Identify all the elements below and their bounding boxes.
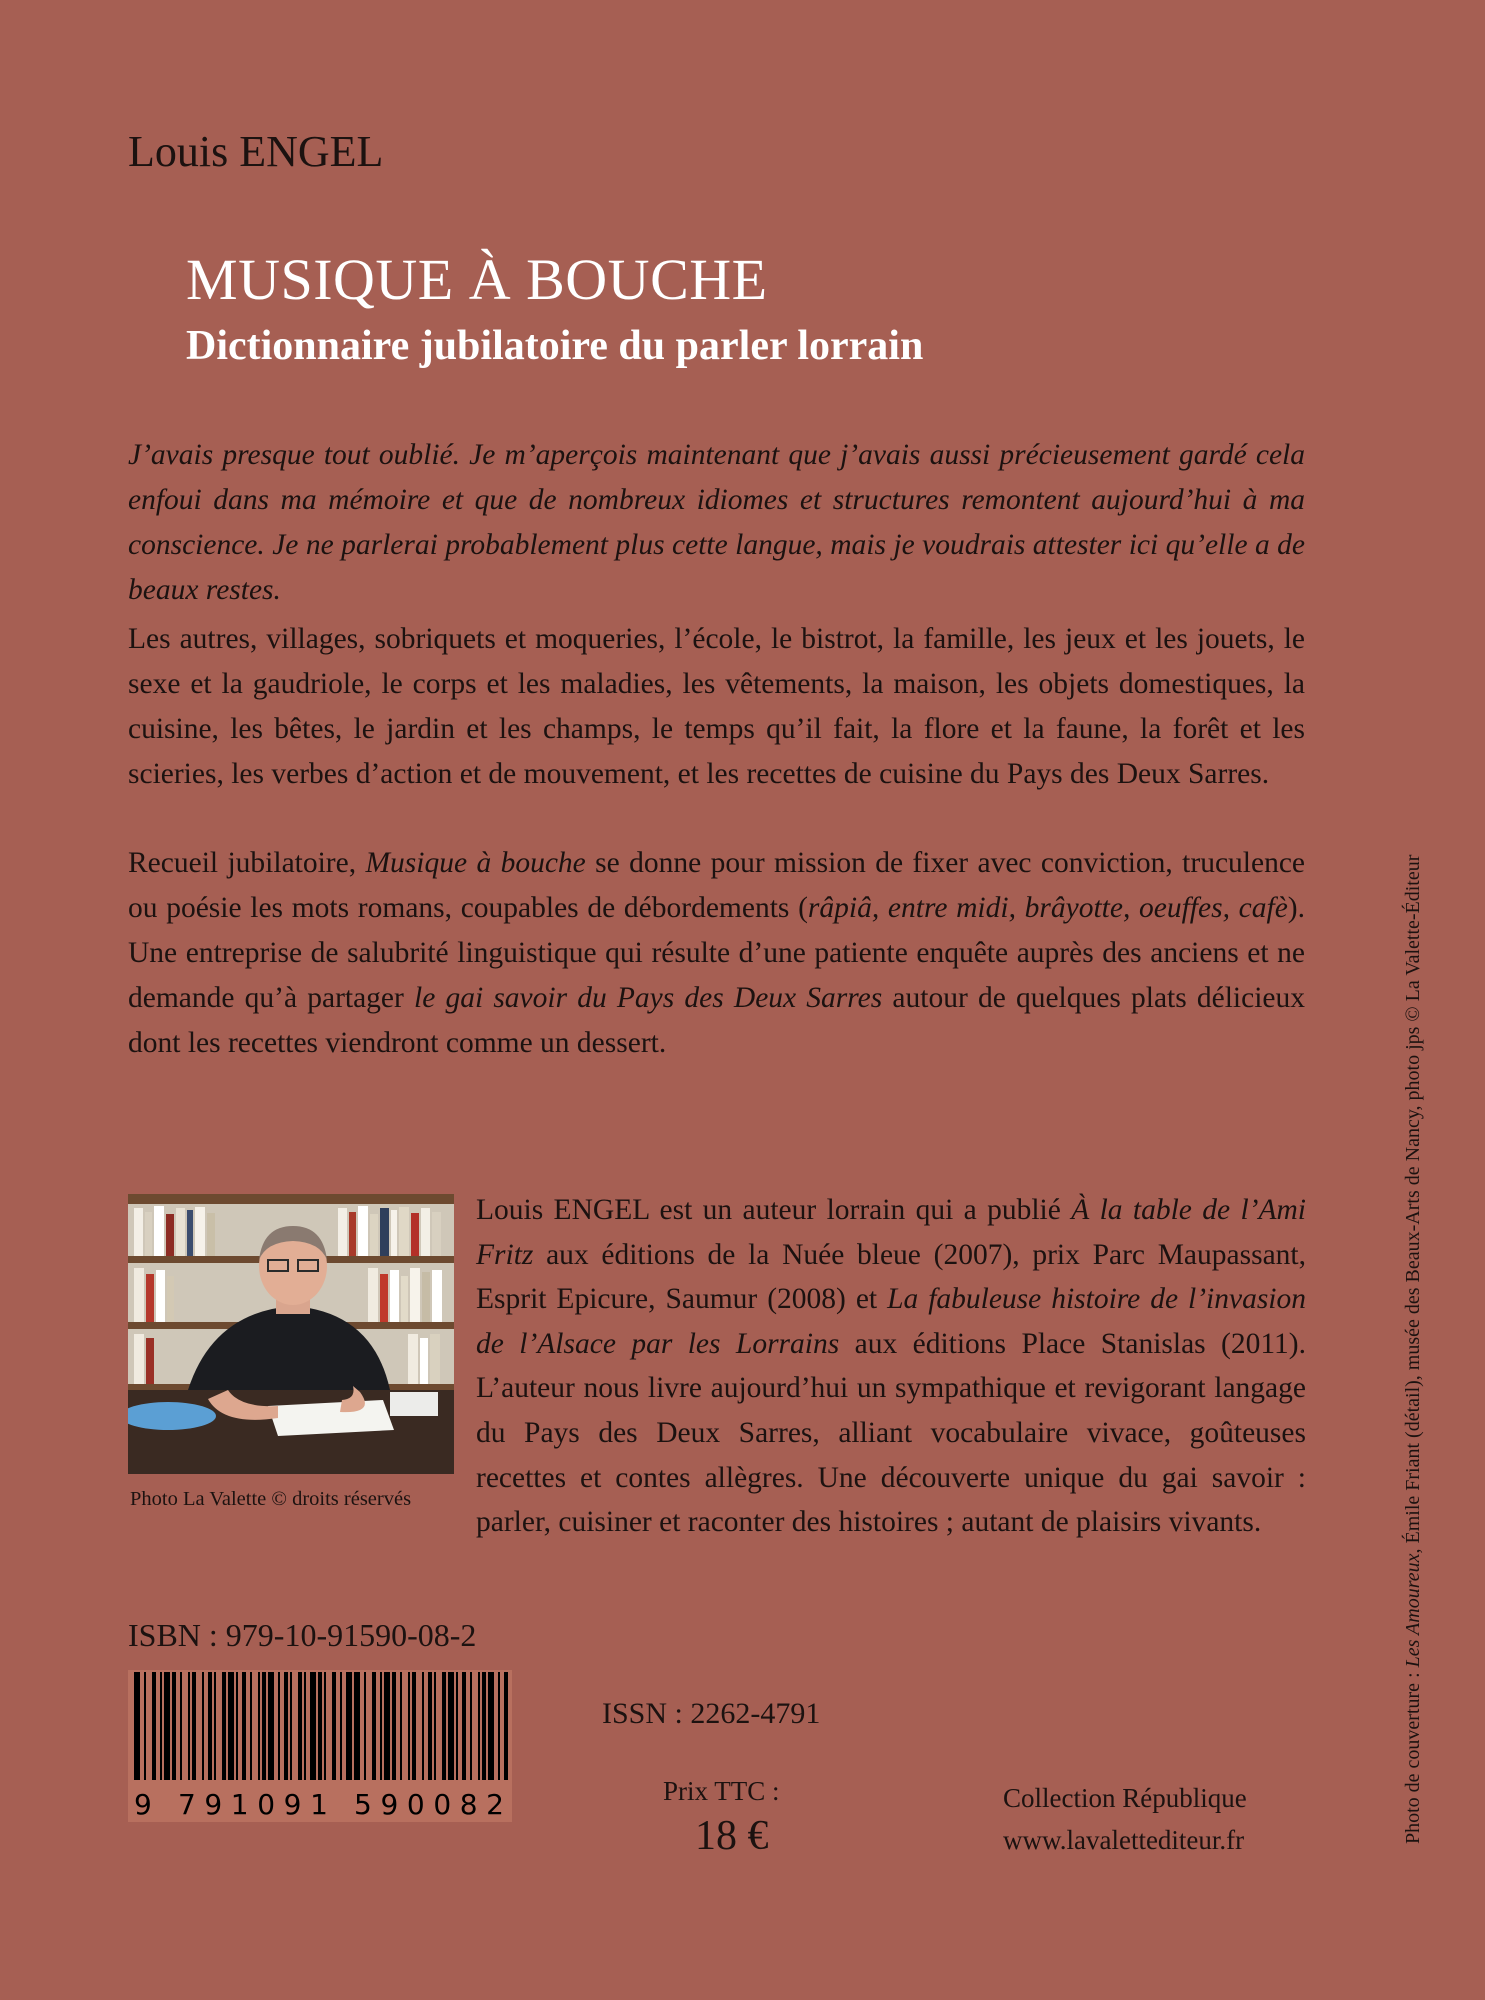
barcode-icon (128, 1670, 512, 1822)
barcode-bar (172, 1672, 176, 1780)
barcode-bar (412, 1672, 416, 1780)
text-run: ). Une entreprise de salubrité linguistique qui résulte d’une patiente enquête auprès des anciens et ne demande qu’à partager (128, 892, 1305, 1014)
gai-savoir-italic: le gai savoir du Pays des Deux Sarres (414, 982, 883, 1014)
isbn: ISBN : 979-10-91590-08-2 (128, 1617, 477, 1653)
text-run: aux éditions de la Nuée bleue (2007), prix Parc Maupassant, Esprit Epicure, Saumur (2008) et (476, 1238, 1306, 1316)
author-photo-icon (128, 1194, 454, 1474)
barcode-bar (324, 1672, 326, 1780)
barcode-bar (498, 1672, 500, 1780)
barcode-bar (408, 1672, 410, 1780)
book-subtitle: Dictionnaire jubilatoire du parler lorrain (186, 323, 924, 369)
barcode-bar (310, 1672, 316, 1780)
painting-title-italic: Les Amoureux (1402, 1553, 1424, 1668)
barcode-bar (364, 1672, 366, 1780)
barcode-bar (236, 1672, 238, 1780)
author-name: Louis ENGEL (128, 127, 384, 176)
collection-name: Collection République (1003, 1783, 1247, 1813)
barcode-bar (164, 1672, 170, 1780)
barcode-bar (428, 1672, 432, 1780)
barcode-bar (144, 1672, 146, 1780)
book-title-italic: Musique à bouche (365, 847, 586, 879)
barcode-bar (384, 1672, 390, 1780)
barcode-bar (202, 1672, 204, 1780)
text-run: autour de quelques plats délicieux dont les recettes viendront comme un dessert. (128, 982, 1305, 1059)
barcode-bar (152, 1672, 156, 1780)
text-run: Photo de couverture : (1402, 1667, 1424, 1844)
barcode-bar (222, 1672, 226, 1780)
barcode-bar (298, 1672, 302, 1780)
barcode-bar (318, 1672, 322, 1780)
barcode-bar (290, 1672, 292, 1780)
barcode-bar (346, 1672, 352, 1780)
barcode-bar (434, 1672, 436, 1780)
barcode-bar (242, 1672, 246, 1780)
description-paragraph (128, 841, 1305, 1066)
barcode-bar (268, 1672, 274, 1780)
text-run: , Émile Friant (détail), musée des Beaux-Arts de Nancy, photo jps © La Valette-Éditeur (1402, 854, 1424, 1554)
price: 18 € (695, 1813, 769, 1859)
text-run: aux éditions Place Stanislas (2011). L’auteur nous livre aujourd’hui un sympathique et revigorant langage du Pays des Deux Sarres, alliant vocabulaire vivace, goûteuses recettes et contes allègres. Une découverte unique du gai savoir : parler, cuisiner et raconter des histoires ; autant de plaisirs vivants. (476, 1327, 1306, 1539)
barcode-bar (354, 1672, 360, 1780)
barcode-bar (456, 1672, 458, 1780)
barcode-number: 9 791091 590082 (134, 1788, 504, 1821)
barcode-bar (134, 1672, 140, 1780)
barcode-bar (448, 1672, 454, 1780)
quote-paragraph: J’avais presque tout oublié. Je m’aperçois maintenant que j’avais aussi précieusement gardé cela enfoui dans ma mémoire et que de nombreux idiomes et structures remontent aujourd’hui à ma conscience. Je ne parlerai probablement plus cette langue, mais je voudrais attester ici qu’elle a de beaux restes. (128, 439, 1305, 606)
book-title: MUSIQUE À BOUCHE (186, 247, 768, 312)
barcode-bar (258, 1672, 260, 1780)
barcode-bar (262, 1672, 266, 1780)
themes-paragraph: Les autres, villages, sobriquets et moqueries, l’école, le bistrot, la famille, les jeux et les jouets, le sexe et la gaudriole, le corps et les maladies, les vêtements, la maison, les objets domestiques, la cuisine, les bêtes, le jardin et les champs, le temps qu’il fait, la flore et la faune, la forêt et les scieries, les verbes d’action et de mouvement, et les recettes de cuisine du Pays des Deux Sarres. (128, 623, 1305, 790)
barcode-bar (488, 1672, 494, 1780)
text-run: Louis ENGEL est un auteur lorrain qui a publié (476, 1194, 1072, 1226)
barcode-bar (180, 1672, 182, 1780)
barcode-bar (462, 1672, 466, 1780)
barcode-bar (250, 1672, 252, 1780)
example-words-italic: râpiâ, entre midi, brâyotte, oeuffes, cafè (807, 892, 1288, 924)
barcode-bar (278, 1672, 280, 1780)
barcode-bar (160, 1672, 162, 1780)
author-bio (476, 1188, 1306, 1545)
barcode-bar (284, 1672, 288, 1780)
text-run: Recueil jubilatoire, (128, 847, 366, 879)
barcode-bar (380, 1672, 382, 1780)
barcode-bar (392, 1672, 396, 1780)
barcode-bar (228, 1672, 234, 1780)
barcode-bar (400, 1672, 402, 1780)
issn: ISSN : 2262-4791 (602, 1697, 821, 1730)
barcode-bar (482, 1672, 486, 1780)
barcode-bar (208, 1672, 212, 1780)
barcode-bar (504, 1672, 508, 1780)
publisher-website: www.lavalettediteur.fr (1003, 1825, 1245, 1855)
barcode-bar (478, 1672, 480, 1780)
barcode-bar (422, 1672, 424, 1780)
barcode-bar (442, 1672, 446, 1780)
book-reference-italic: À la table de l’Ami Fritz (476, 1194, 1306, 1271)
barcode-bar (192, 1672, 196, 1780)
cover-photo-credit (1402, 44, 1425, 1844)
barcode-bar (214, 1672, 216, 1780)
barcode-bar (304, 1672, 306, 1780)
text-run: se donne pour mission de fixer avec conviction, truculence ou poésie les mots romans, coupables de débordements ( (128, 847, 1306, 924)
book-reference-italic: La fabuleuse histoire de l’invasion de l’Alsace par les Lorrains (476, 1283, 1307, 1360)
barcode-bar (340, 1672, 342, 1780)
barcode-bar (470, 1672, 472, 1780)
barcode-bar (332, 1672, 336, 1780)
barcode-bar (188, 1672, 190, 1780)
barcode-bar (372, 1672, 376, 1780)
photo-caption: Photo La Valette © droits réservés (130, 1488, 412, 1510)
price-label: Prix TTC : (663, 1776, 780, 1806)
